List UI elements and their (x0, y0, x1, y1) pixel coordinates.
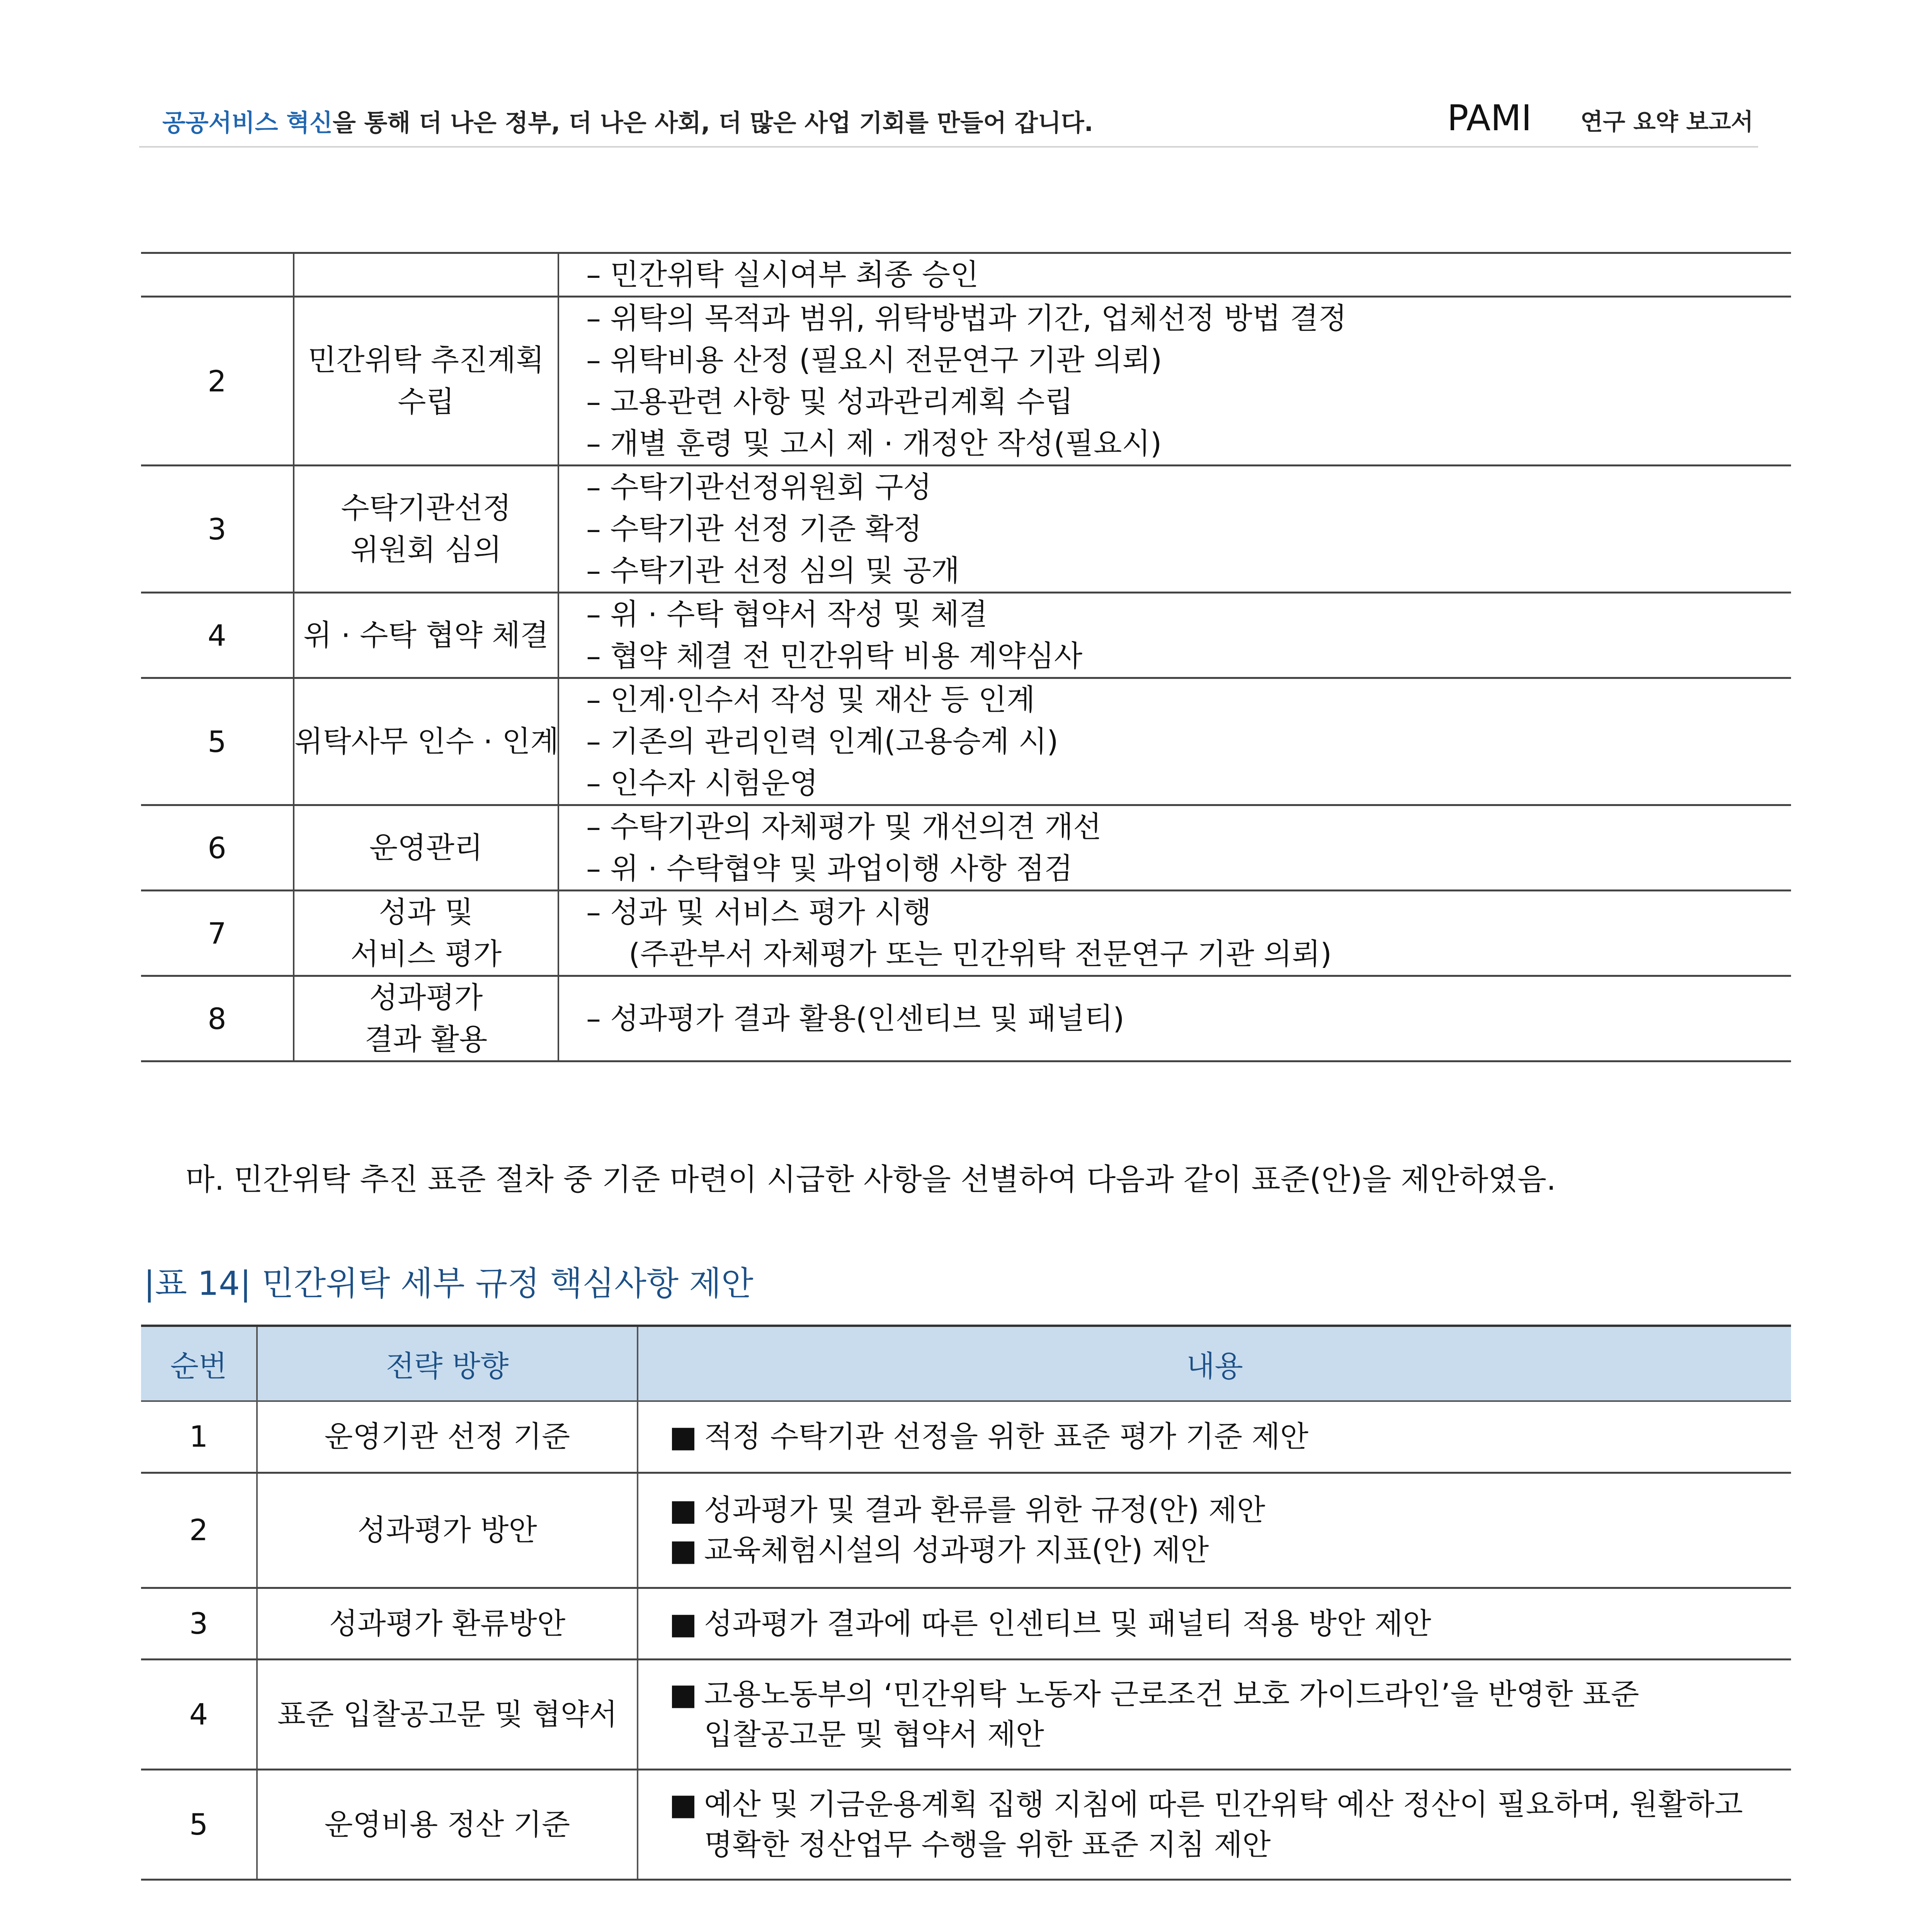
procedure-step-details (558, 466, 1791, 593)
detail-line: – 인계·인수서 작성 및 재산 등 인계 (586, 682, 1035, 717)
proposal-table-body (141, 1401, 1791, 1879)
step-name-line: 민간위탁 추진계획 (308, 343, 544, 377)
detail-line: – 위탁의 목적과 범위, 위탁방법과 기간, 업체선정 방법 결정 (586, 301, 1347, 335)
step-name-line: 위원회 심의 (350, 532, 502, 567)
procedure-step-number: 4 (141, 593, 294, 678)
proposal-number: 1 (141, 1401, 257, 1473)
procedure-step-name (294, 253, 558, 297)
detail-line: – 성과평가 결과 활용(인센티브 및 패널티) (586, 1001, 1124, 1036)
bullet-text: 성과평가 결과에 따른 인센티브 및 패널티 적용 방안 제안 (704, 1606, 1431, 1641)
procedure-step-details (558, 678, 1791, 805)
proposal-row (141, 1588, 1791, 1659)
proposal-content (638, 1473, 1791, 1588)
procedure-step-number (141, 253, 294, 297)
proposal-row (141, 1659, 1791, 1769)
proposal-direction: 운영기관 선정 기준 (257, 1401, 638, 1473)
step-name-line: 위탁사무 인수 · 인계 (294, 724, 559, 759)
bullet-item (669, 1604, 1791, 1644)
proposal-table-header (141, 1326, 1791, 1401)
bullet-text: 교육체험시설의 성과평가 지표(안) 제안 (704, 1533, 1209, 1567)
proposal-content (638, 1401, 1791, 1473)
procedure-step-number: 6 (141, 805, 294, 891)
header-brand: PAMI (1447, 97, 1532, 139)
table-caption: |표 14| 민간위탁 세부 규정 핵심사항 제안 (144, 1264, 754, 1303)
proposal-content (638, 1769, 1791, 1879)
step-name-line: 수립 (398, 384, 454, 419)
detail-line: – 민간위탁 실시여부 최종 승인 (586, 257, 979, 292)
procedure-step-number: 7 (141, 891, 294, 976)
procedure-row (141, 805, 1791, 891)
proposal-content (638, 1588, 1791, 1659)
bullet-item (669, 1417, 1791, 1457)
procedure-step-details (558, 593, 1791, 678)
detail-line: – 수탁기관선정위원회 구성 (586, 470, 932, 504)
bullet-square-icon: ■ (669, 1787, 697, 1821)
header-slogan (162, 104, 1093, 138)
procedure-step-name (294, 805, 558, 891)
bullet-square-icon: ■ (669, 1419, 697, 1454)
procedure-step-details (558, 976, 1791, 1061)
detail-line: – 협약 체결 전 민간위탁 비용 계약심사 (586, 639, 1083, 673)
bullet-item (669, 1530, 1791, 1570)
procedure-step-name (294, 593, 558, 678)
bullet-item (669, 1490, 1791, 1530)
proposal-direction: 성과평가 방안 (257, 1473, 638, 1588)
procedure-step-number: 5 (141, 678, 294, 805)
procedure-step-name (294, 678, 558, 805)
header-report-type: 연구 요약 보고서 (1580, 109, 1754, 136)
detail-line: (주관부서 자체평가 또는 민간위탁 전문연구 기관 의뢰) (629, 937, 1332, 971)
proposal-row (141, 1769, 1791, 1879)
detail-line: – 수탁기관 선정 심의 및 공개 (586, 553, 960, 588)
step-name-line: 성과평가 (369, 980, 483, 1015)
step-name-line: 서비스 평가 (350, 937, 502, 971)
procedure-table (141, 252, 1791, 1062)
proposal-direction: 표준 입찰공고문 및 협약서 (257, 1659, 638, 1769)
header-num: 순번 (141, 1326, 257, 1401)
proposal-content (638, 1659, 1791, 1769)
step-name-line: 수탁기관선정 (341, 491, 511, 525)
detail-line: – 수탁기관의 자체평가 및 개선의견 개선 (586, 810, 1102, 844)
header-divider (139, 146, 1758, 148)
procedure-step-details (558, 805, 1791, 891)
bullet-text: 고용노동부의 ‘민간위탁 노동자 근로조건 보호 가이드라인’을 반영한 표준 (704, 1677, 1639, 1711)
procedure-row (141, 593, 1791, 678)
procedure-step-name (294, 297, 558, 466)
detail-line: – 위 · 수탁 협약서 작성 및 체결 (586, 597, 988, 631)
detail-line: – 개별 훈령 및 고시 제 · 개정안 작성(필요시) (586, 426, 1162, 461)
procedure-row (141, 253, 1791, 297)
bullet-text: 성과평가 및 결과 환류를 위한 규정(안) 제안 (704, 1493, 1266, 1527)
procedure-step-number: 2 (141, 297, 294, 466)
bullet-square-icon: ■ (669, 1677, 697, 1711)
bullet-text: 명확한 정산업무 수행을 위한 표준 지침 제안 (704, 1827, 1271, 1862)
procedure-step-name (294, 976, 558, 1061)
proposal-table (141, 1325, 1791, 1881)
procedure-step-details (558, 891, 1791, 976)
proposal-direction: 성과평가 환류방안 (257, 1588, 638, 1659)
proposal-number: 3 (141, 1588, 257, 1659)
detail-line: – 위탁비용 산정 (필요시 전문연구 기관 의뢰) (586, 343, 1162, 377)
procedure-row (141, 297, 1791, 466)
proposal-direction: 운영비용 정산 기준 (257, 1769, 638, 1879)
detail-line: – 수탁기관 선정 기준 확정 (586, 512, 922, 546)
step-name-line: 위 · 수탁 협약 체결 (303, 618, 549, 652)
slogan-highlight: 공공서비스 혁신 (162, 109, 333, 137)
procedure-row (141, 976, 1791, 1061)
proposal-number: 5 (141, 1769, 257, 1879)
proposal-number: 4 (141, 1659, 257, 1769)
detail-line: – 성과 및 서비스 평가 시행 (586, 895, 931, 929)
detail-line: – 인수자 시험운영 (586, 766, 818, 800)
detail-line: – 기존의 관리인력 인계(고용승계 시) (586, 724, 1058, 759)
detail-line: – 위 · 수탁협약 및 과업이행 사항 점검 (586, 851, 1073, 886)
detail-line: – 고용관련 사항 및 성과관리계획 수립 (586, 384, 1073, 419)
procedure-step-name (294, 466, 558, 593)
procedure-table-body (141, 253, 1791, 1061)
proposal-number: 2 (141, 1473, 257, 1588)
procedure-row (141, 466, 1791, 593)
procedure-step-name (294, 891, 558, 976)
header-direction: 전략 방향 (257, 1326, 638, 1401)
step-name-line: 성과 및 (379, 895, 473, 929)
procedure-row (141, 678, 1791, 805)
proposal-row (141, 1473, 1791, 1588)
header-content: 내용 (638, 1326, 1791, 1401)
bullet-text: 입찰공고문 및 협약서 제안 (704, 1717, 1044, 1752)
bullet-text: 예산 및 기금운용계획 집행 지침에 따른 민간위탁 예산 정산이 필요하며, 원활하고 (704, 1787, 1743, 1821)
bullet-item (669, 1784, 1791, 1865)
procedure-step-details (558, 253, 1791, 297)
step-name-line: 결과 활용 (364, 1022, 488, 1056)
bullet-square-icon: ■ (669, 1493, 697, 1527)
proposal-row (141, 1401, 1791, 1473)
bullet-text: 적정 수탁기관 선정을 위한 표준 평가 기준 제안 (704, 1419, 1309, 1454)
bullet-item (669, 1674, 1791, 1755)
procedure-step-number: 8 (141, 976, 294, 1061)
bullet-square-icon: ■ (669, 1533, 697, 1567)
procedure-row (141, 891, 1791, 976)
slogan-rest: 을 통해 더 나은 정부, 더 나은 사회, 더 많은 사업 기회를 만들어 갑니다. (332, 109, 1094, 137)
procedure-step-details (558, 297, 1791, 466)
body-paragraph: 마. 민간위탁 추진 표준 절차 중 기준 마련이 시급한 사항을 선별하여 다음과 같이 표준(안)을 제안하였음. (185, 1162, 1556, 1197)
procedure-step-number: 3 (141, 466, 294, 593)
bullet-square-icon: ■ (669, 1606, 697, 1641)
step-name-line: 운영관리 (369, 830, 483, 865)
